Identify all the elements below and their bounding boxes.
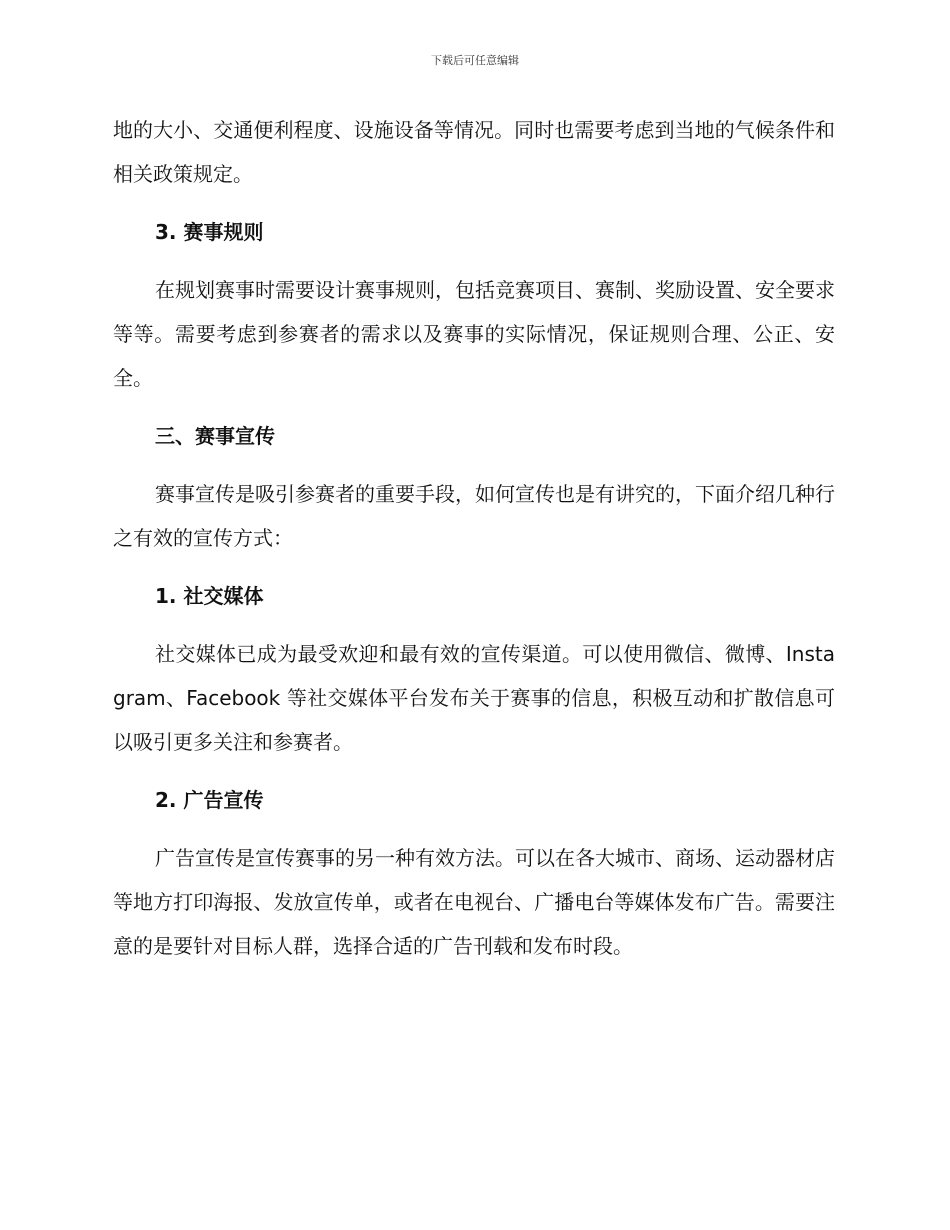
heading-social-media: 1. 社交媒体: [155, 584, 264, 608]
paragraph-advertising: 广告宣传是宣传赛事的另一种有效方法。可以在各大城市、商场、运动器材店等地方打印海报、发放宣传单，或者在电视台、广播电台等媒体发布广告。需要注意的是要针对目标人群，选择合适的广告刊载和发布时段。: [113, 846, 835, 958]
paragraph-event-rules: 在规划赛事时需要设计赛事规则，包括竞赛项目、赛制、奖励设置、安全要求等等。需要考虑到参赛者的需求以及赛事的实际情况，保证规则合理、公正、安全。: [113, 278, 835, 390]
paragraph-venue-continuation: 地的大小、交通便利程度、设施设备等情况。同时也需要考虑到当地的气候条件和相关政策规定。: [113, 118, 835, 186]
paragraph-event-promotion: 赛事宣传是吸引参赛者的重要手段，如何宣传也是有讲究的，下面介绍几种行之有效的宣传方式：: [113, 482, 835, 550]
heading-advertising: 2. 广告宣传: [155, 788, 264, 812]
heading-event-promotion: 三、赛事宣传: [155, 424, 275, 448]
document-body: [113, 108, 835, 968]
page-header-note: 下载后可任意编辑: [431, 54, 519, 67]
paragraph-social-media: 社交媒体已成为最受欢迎和最有效的宣传渠道。可以使用微信、微博、Instagram、Facebook 等社交媒体平台发布关于赛事的信息，积极互动和扩散信息可以吸引更多关注和参赛者。: [113, 642, 835, 754]
heading-event-rules: 3. 赛事规则: [155, 220, 264, 244]
